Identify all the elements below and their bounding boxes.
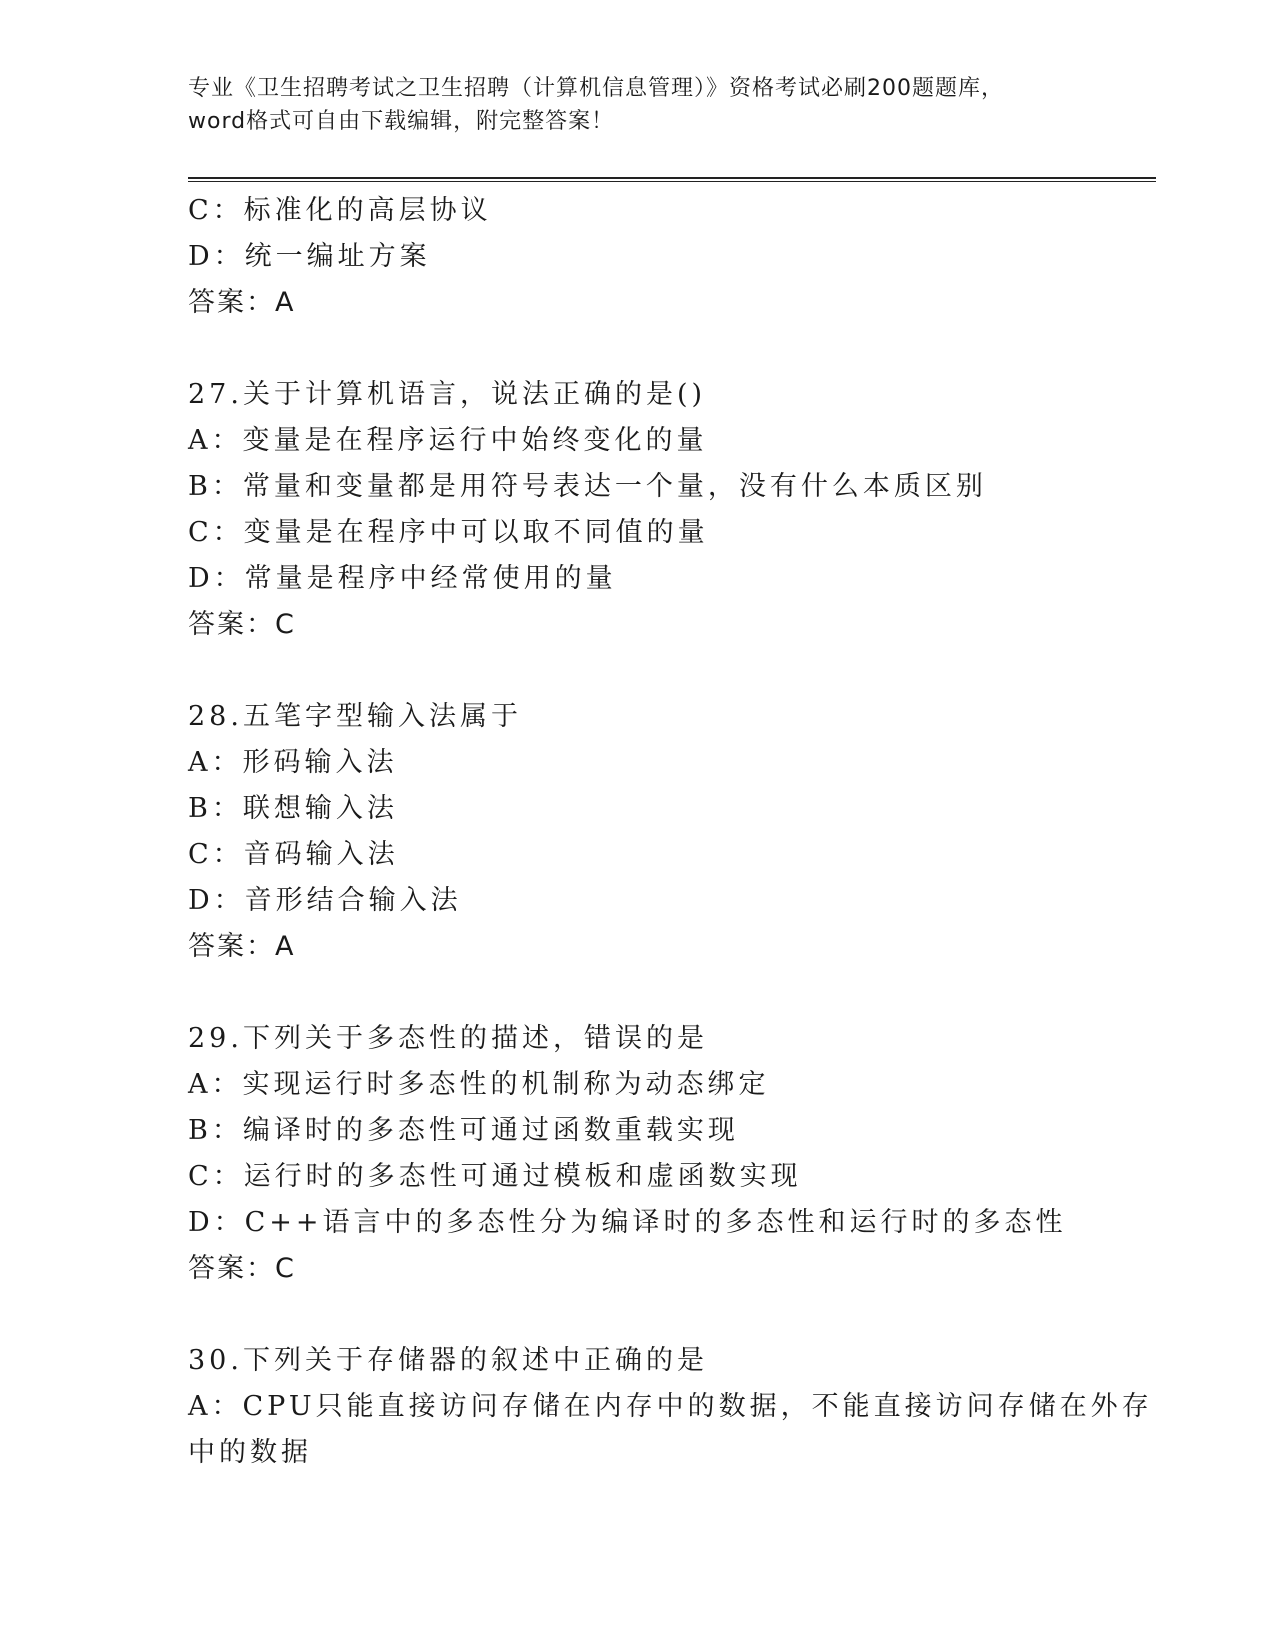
answer-line: 答案：C <box>188 609 296 640</box>
option-c: C：音码输入法 <box>188 839 399 870</box>
option-b: B：联想输入法 <box>188 793 398 824</box>
header-title-line-1: 专业《卫生招聘考试之卫生招聘（计算机信息管理）》资格考试必刷200题题库， <box>188 76 1004 101</box>
question-spacer <box>188 970 1088 1016</box>
option-a: A：形码输入法 <box>188 747 398 778</box>
question-27 <box>188 372 1088 648</box>
option-c: C：运行时的多态性可通过模板和虚函数实现 <box>188 1161 802 1192</box>
option-a: A：变量是在程序运行中始终变化的量 <box>188 425 708 456</box>
question-stem: 27.关于计算机语言，说法正确的是() <box>188 379 707 410</box>
option-b: B：编译时的多态性可通过函数重载实现 <box>188 1115 739 1146</box>
option-a-continuation: 中的数据 <box>188 1437 312 1468</box>
question-spacer <box>188 1292 1088 1338</box>
answer-line: 答案：A <box>188 931 296 962</box>
option-d: D：统一编址方案 <box>188 241 431 272</box>
option-a: A：CPU只能直接访问存储在内存中的数据，不能直接访问存储在外存 <box>188 1391 1153 1422</box>
question-stem: 28.五笔字型输入法属于 <box>188 701 522 732</box>
option-c: C：变量是在程序中可以取不同值的量 <box>188 517 709 548</box>
question-stem: 30.下列关于存储器的叙述中正确的是 <box>188 1345 708 1376</box>
question-30 <box>188 1338 1153 1476</box>
question-spacer <box>188 326 1088 372</box>
option-a: A：实现运行时多态性的机制称为动态绑定 <box>188 1069 770 1100</box>
option-d: D：常量是程序中经常使用的量 <box>188 563 617 594</box>
header-divider <box>188 177 1156 182</box>
question-list <box>188 188 1153 1476</box>
question-26-tail <box>188 188 1088 326</box>
answer-line: 答案：A <box>188 287 296 318</box>
question-spacer <box>188 648 1088 694</box>
option-b: B：常量和变量都是用符号表达一个量，没有什么本质区别 <box>188 471 987 502</box>
option-c: C：标准化的高层协议 <box>188 195 492 226</box>
question-29 <box>188 1016 1088 1292</box>
question-28 <box>188 694 1088 970</box>
option-d: D：C++语言中的多态性分为编译时的多态性和运行时的多态性 <box>188 1207 1067 1238</box>
answer-line: 答案：C <box>188 1253 296 1284</box>
question-stem: 29.下列关于多态性的描述，错误的是 <box>188 1023 708 1054</box>
option-d: D：音形结合输入法 <box>188 885 462 916</box>
document-header <box>188 72 1088 138</box>
header-title-line-2: word格式可自由下载编辑，附完整答案！ <box>188 109 615 134</box>
